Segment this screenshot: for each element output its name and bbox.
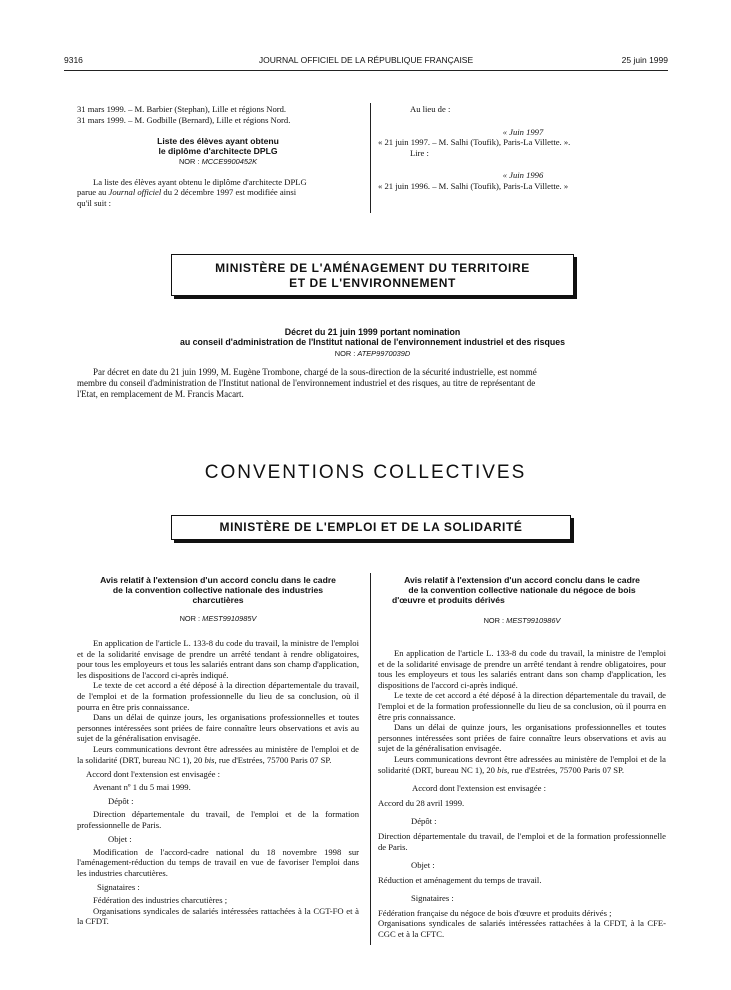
journal-title: JOURNAL OFFICIEL DE LA RÉPUBLIQUE FRANÇAISE [258, 55, 474, 65]
article-paragraph: Dans un délai de quinze jours, les organisations professionnelles et toutes personnes intéressées sont priées de faire connaître leurs observations et avis au sujet de la généralisation envisagée. [77, 712, 359, 744]
signataire: Fédération française du négoce de bois d'œuvre et produits dérivés ; [378, 907, 612, 918]
depot-label: Dépôt : [411, 816, 437, 827]
article-body [378, 648, 666, 940]
lire-label: Lire : [410, 147, 429, 158]
list-line: 31 mars 1999. – M. Barbier (Stephan), Lille et régions Nord. [77, 104, 287, 114]
text-run: parue au [77, 187, 109, 198]
article-title-line: d'œuvre et produits dérivés [392, 595, 505, 605]
decree-title-line: au conseil d'administration de l'Institut national de l'environnement industriel et des risques [179, 337, 566, 348]
column-divider [370, 103, 371, 213]
paragraph-line: La liste des élèves ayant obtenu le diplôme d'architecte DPLG [93, 176, 307, 187]
article-body [77, 638, 359, 927]
ministry-box [171, 254, 574, 296]
objet-value: Réduction et aménagement du temps de travail. [378, 874, 542, 885]
nor-label: NOR : [178, 157, 200, 167]
objet-label: Objet : [108, 834, 132, 845]
accord-label: Accord dont l'extension est envisagée : [86, 769, 220, 780]
signataire: Organisations syndicales de salariés intéressées rattachées à la CGT-FO et à la CFDT. [77, 905, 359, 927]
article-title [378, 575, 666, 605]
decree-line: membre du conseil d'administration de l'Institut national de l'environnement industriel et des risques, au titre de représentant de [77, 377, 536, 388]
text-run: Leurs communications devront être adressées au ministère de l'emploi et de la solidarité (DRT, bureau NC 1), 20 [378, 753, 666, 775]
ministry-box: MINISTÈRE DE L'EMPLOI ET DE LA SOLIDARITÉ [171, 515, 571, 540]
decree [77, 327, 668, 400]
nor-label: NOR : [334, 348, 356, 358]
text-run: Leurs communications devront être adressées au ministère de l'emploi et de la solidarité (DRT, bureau NC 1), 20 [77, 743, 359, 765]
objet-label: Objet : [411, 860, 435, 871]
text-run: du 2 décembre 1997 est modifiée ainsi [161, 187, 297, 198]
list-title-line: Liste des élèves ayant obtenu [157, 136, 279, 147]
signataire: Fédération des industries charcutières ; [93, 895, 228, 906]
section-title: CONVENTIONS COLLECTIVES [204, 462, 527, 483]
article-paragraph: Dans un délai de quinze jours, les organisations professionnelles et toutes personnes intéressées sont priées de faire connaître leurs observations et avis au sujet de la généralisation envisagée. [378, 722, 666, 754]
article-title-line: Avis relatif à l'extension d'un accord conclu dans le cadre [100, 575, 336, 585]
erratum-heading: « Juin 1997 [502, 126, 544, 137]
page-number: 9316 [64, 55, 83, 65]
list-title [77, 136, 359, 156]
signataires-label: Signataires : [411, 893, 454, 904]
decree-title-line: Décret du 21 juin 1999 portant nomination [284, 327, 461, 337]
article-title-line: charcutières [192, 595, 244, 605]
depot-value: Direction départementale du travail, de l'emploi et de la formation professionnelle de Paris. [77, 808, 359, 830]
text-run: bis, [204, 754, 217, 765]
objet-value: Modification de l'accord-cadre national du 18 novembre 1998 sur l'aménagement-réduction du temps de travail en vue de favoriser l'emploi dans les industries charcutières. [77, 846, 359, 878]
top-right-block [378, 104, 668, 192]
nor-reference [77, 349, 668, 358]
accord-value: Accord du 28 avril 1999. [378, 797, 465, 808]
paragraph-line: qu'il suit : [77, 197, 112, 208]
right-article [378, 575, 666, 940]
journal-name: Journal officiel [108, 187, 162, 198]
nor-code: MEST9910985V [202, 614, 257, 623]
nor-reference [77, 614, 359, 623]
nor-code: ATEP9970039D [357, 348, 411, 358]
article-paragraph: En application de l'article L. 133-8 du code du travail, la ministre de l'emploi et de la solidarité envisage de prendre un arrêté tendant à rendre obligatoires, pour tous les employeurs et tous les salariés entrant dans son champ d'application, les dispositions de l'accord ci-après indiqué. [378, 648, 666, 690]
signataires-label: Signataires : [97, 882, 140, 893]
article-paragraph: Le texte de cet accord a été déposé à la direction départementale du travail, de l'emploi et de la formation professionnelle du lieu de sa conclusion, où il pourra en être pris connaissance. [378, 690, 666, 722]
decree-line: l'Etat, en remplacement de M. Francis Macart. [77, 388, 244, 399]
list-paragraph [77, 177, 359, 209]
decree-title [77, 327, 668, 348]
article-paragraph [378, 754, 666, 775]
depot-label: Dépôt : [108, 796, 134, 807]
au-lieu-label: Au lieu de : [410, 104, 451, 114]
nor-label: NOR : [483, 616, 505, 625]
nor-code: MEST9910986V [506, 616, 561, 625]
column-divider [370, 573, 371, 945]
erratum-heading: « Juin 1996 [502, 170, 544, 181]
nor-reference [378, 616, 666, 625]
erratum-line: « 21 juin 1997. – M. Salhi (Toufik), Paris-La Villette. ». [378, 137, 571, 148]
accord-label: Accord dont l'extension est envisagée : [412, 783, 546, 794]
text-run: rue d'Estrées, 75700 Paris 07 SP. [216, 754, 332, 765]
article-title-line: Avis relatif à l'extension d'un accord conclu dans le cadre [404, 575, 640, 585]
accord-value: Avenant nº 1 du 5 mai 1999. [93, 781, 191, 792]
depot-value: Direction départementale du travail, de l'emploi et de la formation professionnelle de Paris. [378, 830, 666, 852]
left-article [77, 575, 359, 927]
list-line: 31 mars 1999. – M. Godbille (Bernard), Lille et régions Nord. [77, 114, 291, 125]
issue-date: 25 juin 1999 [621, 55, 668, 65]
article-paragraph [77, 744, 359, 765]
decree-body [77, 367, 668, 400]
erratum-line: « 21 juin 1996. – M. Salhi (Toufik), Paris-La Villette. » [378, 180, 569, 191]
text-run: bis, [497, 764, 510, 775]
signataire: Organisations syndicales de salariés intéressées rattachées à la CFDT, à la CFE-CGC et à la CFTC. [378, 918, 666, 940]
article-title-line: de la convention collective nationale des industries [112, 585, 324, 595]
article-paragraph: En application de l'article L. 133-8 du code du travail, la ministre de l'emploi et de la solidarité envisage de prendre un arrêté tendant à rendre obligatoires, pour tous les employeurs et tous les salariés entrant dans son champ d'application, les dispositions de l'accord ci-après indiqué. [77, 638, 359, 680]
list-title-line: le diplôme d'architecte DPLG [158, 146, 278, 157]
nor-reference [77, 157, 359, 168]
article-title [77, 575, 359, 605]
text-run: rue d'Estrées, 75700 Paris 07 SP. [509, 764, 625, 775]
ministry-name-line: ET DE L'ENVIRONNEMENT [289, 276, 456, 290]
nor-code: MCCE9900452K [201, 157, 258, 167]
ministry-name-line: MINISTÈRE DE L'AMÉNAGEMENT DU TERRITOIRE [215, 261, 530, 275]
header-rule [64, 70, 668, 71]
article-paragraph: Le texte de cet accord a été déposé à la direction départementale du travail, de l'emploi et de la formation professionnelle du lieu de sa conclusion, où il pourra en être pris connaissance. [77, 680, 359, 712]
running-header [64, 55, 668, 71]
nor-label: NOR : [179, 614, 201, 623]
decree-line: Par décret en date du 21 juin 1999, M. Eugène Trombone, chargé de la sous-direction de la sécurité industrielle, est nommé [93, 366, 537, 377]
article-title-line: de la convention collective nationale du négoce de bois [408, 585, 636, 595]
paragraph-line [77, 187, 359, 198]
top-left-block [77, 104, 359, 209]
